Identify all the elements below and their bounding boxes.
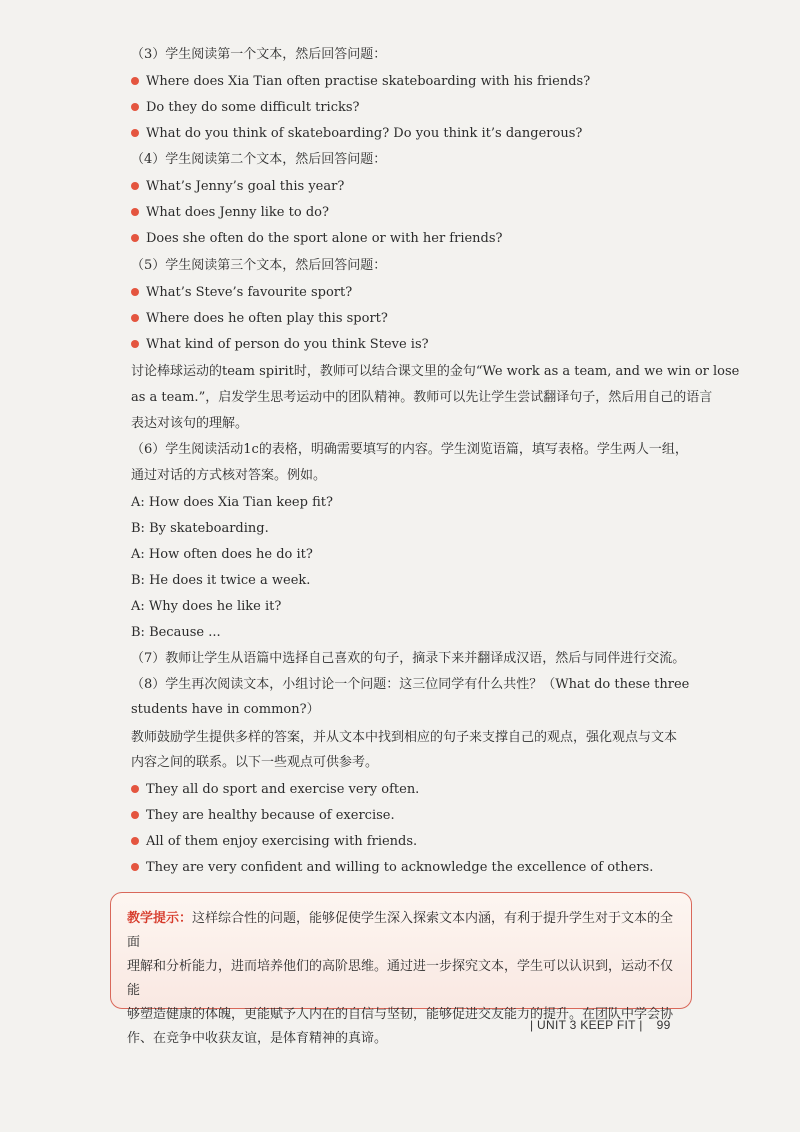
bullet-item	[0, 309, 800, 329]
bullet-dot-icon	[131, 785, 139, 793]
bullet-dot-icon	[131, 103, 139, 111]
encourage-line: 教师鼓励学生提供多样的答案，并从文本中找到相应的句子来支撑自己的观点，强化观点与文本	[131, 730, 678, 745]
bullet-item	[0, 98, 800, 118]
bullet-item	[0, 124, 800, 144]
encourage-line: 内容之间的联系。以下一些观点可供参考。	[131, 755, 379, 770]
question-text: Where does he often play this sport?	[146, 311, 388, 326]
bullet-item	[0, 203, 800, 223]
question-text: Do they do some difficult tricks?	[146, 100, 360, 115]
section8-line: （8）学生再次阅读文本，小组讨论一个问题：这三位同学有什么共性？（What do these three	[131, 677, 690, 692]
bullet-dot-icon	[131, 208, 139, 216]
tip-line: 这样综合性的问题，能够促使学生深入探索文本内涵，有利于提升学生对于文本的全面	[127, 911, 674, 950]
question-text: What do you think of skateboarding? Do you think it’s dangerous?	[146, 126, 583, 141]
bullet-dot-icon	[131, 340, 139, 348]
bullet-item	[0, 177, 800, 197]
question-text: What does Jenny like to do?	[146, 205, 329, 220]
page-footer	[530, 1018, 730, 1032]
bullet-dot-icon	[131, 77, 139, 85]
section6-line: 通过对话的方式核对答案。例如。	[131, 468, 327, 483]
bullet-dot-icon	[131, 811, 139, 819]
tip-line: 够塑造健康的体魄，更能赋予人内在的自信与坚韧，能够促进交友能力的提升。在团队中学会协	[127, 1007, 674, 1022]
bullet-item	[0, 72, 800, 92]
bullet-dot-icon	[131, 863, 139, 871]
bullet-item	[0, 229, 800, 249]
bullet-dot-icon	[131, 314, 139, 322]
point-text: They all do sport and exercise very often.	[146, 782, 420, 797]
bullet-item	[0, 780, 800, 800]
section4-heading: （4）学生阅读第二个文本，然后回答问题：	[131, 152, 387, 167]
section3-heading: （3）学生阅读第一个文本，然后回答问题：	[131, 47, 387, 62]
page-number: 99	[656, 1018, 671, 1032]
tip-line: 理解和分析能力，进而培养他们的高阶思维。通过进一步探究文本，学生可以认识到，运动不仅能	[127, 959, 674, 998]
section6-line: （6）学生阅读活动1c的表格，明确需要填写的内容。学生浏览语篇，填写表格。学生两人一组，	[131, 442, 688, 457]
question-text: What’s Jenny’s goal this year?	[146, 179, 345, 194]
bullet-item	[0, 283, 800, 303]
bullet-dot-icon	[131, 182, 139, 190]
section5-heading: （5）学生阅读第三个文本，然后回答问题：	[131, 258, 387, 273]
tip-line: 作、在竞争中收获友谊，是体育精神的真谛。	[127, 1031, 388, 1046]
bullet-dot-icon	[131, 129, 139, 137]
question-text: What kind of person do you think Steve is?	[146, 337, 429, 352]
question-text: Where does Xia Tian often practise skateboarding with his friends?	[146, 74, 591, 89]
dialogue-line: A: How often does he do it?	[131, 547, 313, 562]
bullet-dot-icon	[131, 234, 139, 242]
bullet-item	[0, 335, 800, 355]
dialogue-line: B: He does it twice a week.	[131, 573, 311, 588]
dialogue-line: B: Because ...	[131, 625, 221, 640]
section8-line: students have in common?）	[131, 702, 320, 717]
point-text: They are very confident and willing to acknowledge the excellence of others.	[146, 860, 654, 875]
bullet-item	[0, 858, 800, 878]
unit-label: | UNIT 3 KEEP FIT |	[530, 1018, 643, 1032]
dialogue-line: A: How does Xia Tian keep fit?	[131, 495, 333, 510]
bullet-item	[0, 806, 800, 826]
discussion-line: as a team.”，启发学生思考运动中的团队精神。教师可以先让学生尝试翻译句子，然后用自己的语言	[131, 390, 713, 405]
point-text: All of them enjoy exercising with friends.	[146, 834, 418, 849]
question-text: What’s Steve’s favourite sport?	[146, 285, 353, 300]
discussion-line: 表达对该句的理解。	[131, 416, 249, 431]
dialogue-line: A: Why does he like it?	[131, 599, 282, 614]
bullet-item	[0, 832, 800, 852]
section7-line: （7）教师让学生从语篇中选择自己喜欢的句子，摘录下来并翻译成汉语，然后与同伴进行交流。	[131, 651, 686, 666]
point-text: They are healthy because of exercise.	[146, 808, 395, 823]
teaching-tip-label: 教学提示：	[127, 911, 193, 926]
bullet-dot-icon	[131, 288, 139, 296]
discussion-line: 讨论棒球运动的team spirit时，教师可以结合课文里的金句“We work as a team, and we win or lose	[131, 364, 740, 379]
bullet-dot-icon	[131, 837, 139, 845]
question-text: Does she often do the sport alone or with her friends?	[146, 231, 503, 246]
dialogue-line: B: By skateboarding.	[131, 521, 269, 536]
